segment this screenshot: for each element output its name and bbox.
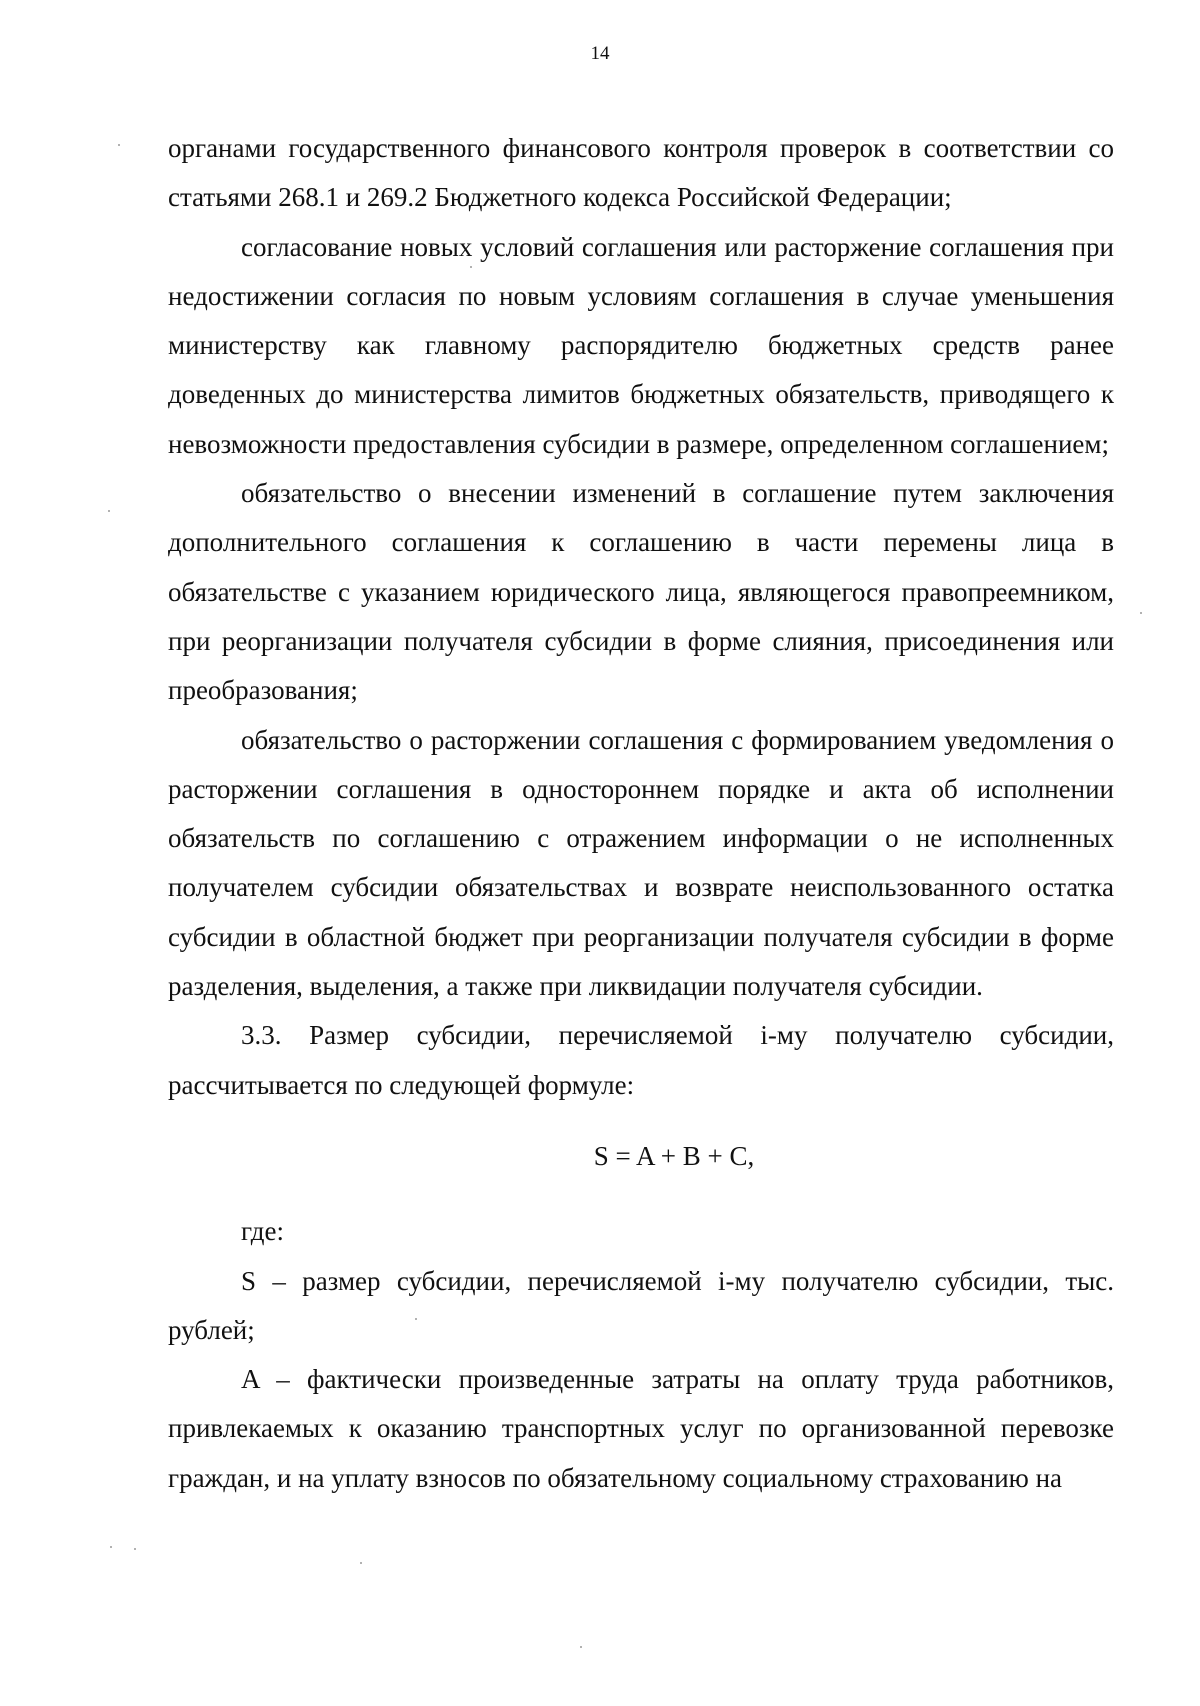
scan-speck: [118, 144, 120, 146]
paragraph-7: A – фактически произведенные затраты на оплату труда работников, привлекаемых к оказанию транспортных услуг по организованной перевозке граждан, и на уплату взносов по обязательному социальному страхованию на: [168, 1364, 1114, 1493]
paragraph-1: органами государственного финансового контроля проверок в соответствии со статьями 268.1 и 269.2 Бюджетного кодекса Российской Федерации;: [168, 133, 1114, 213]
scan-speck: [134, 1548, 136, 1550]
paragraph-4: обязательство о расторжении соглашения с формированием уведомления о расторжении соглашения в одностороннем порядке и акта об исполнении обязательств по соглашению с отражением информации о не исполненных получателем субсидии обязательствах и возврате неиспользованного остатка субсидии в областной бюджет при реорганизации получателя субсидии в форме разделения, выделения, а также при ликвидации получателя субсидии.: [168, 724, 1114, 1002]
where-label: где:: [241, 1216, 284, 1247]
page-number: 14: [590, 43, 610, 64]
scan-speck: [360, 1562, 362, 1564]
formula: S = A + B + C,: [593, 1140, 755, 1171]
paragraph-3: обязательство о внесении изменений в соглашение путем заключения дополнительного соглашения к соглашению в части перемены лица в обязательстве с указанием юридического лица, являющегося правопреемником, при реорганизации получателя субсидии в форме слияния, присоединения или преобразования;: [168, 478, 1114, 706]
scan-speck: [108, 510, 110, 512]
paragraph-6: S – размер субсидии, перечисляемой i-му получателю субсидии, тыс. рублей;: [168, 1265, 1114, 1345]
scan-speck: [470, 266, 472, 268]
scan-speck: [1140, 612, 1142, 614]
scan-speck: [110, 1546, 112, 1548]
scan-speck: [415, 1318, 417, 1320]
scan-speck: [580, 1646, 582, 1648]
paragraph-5: 3.3. Размер субсидии, перечисляемой i-му получателю субсидии, рассчитывается по следующей формуле:: [168, 1020, 1114, 1100]
paragraph-2: согласование новых условий соглашения или расторжение соглашения при недостижении согласия по новым условиям соглашения в случае уменьшения министерству как главному распорядителю бюджетных средств ранее доведенных до министерства лимитов бюджетных обязательств, приводящего к невозможности предоставления субсидии в размере, определенном соглашением;: [168, 231, 1114, 459]
document-body: [168, 124, 1114, 1503]
